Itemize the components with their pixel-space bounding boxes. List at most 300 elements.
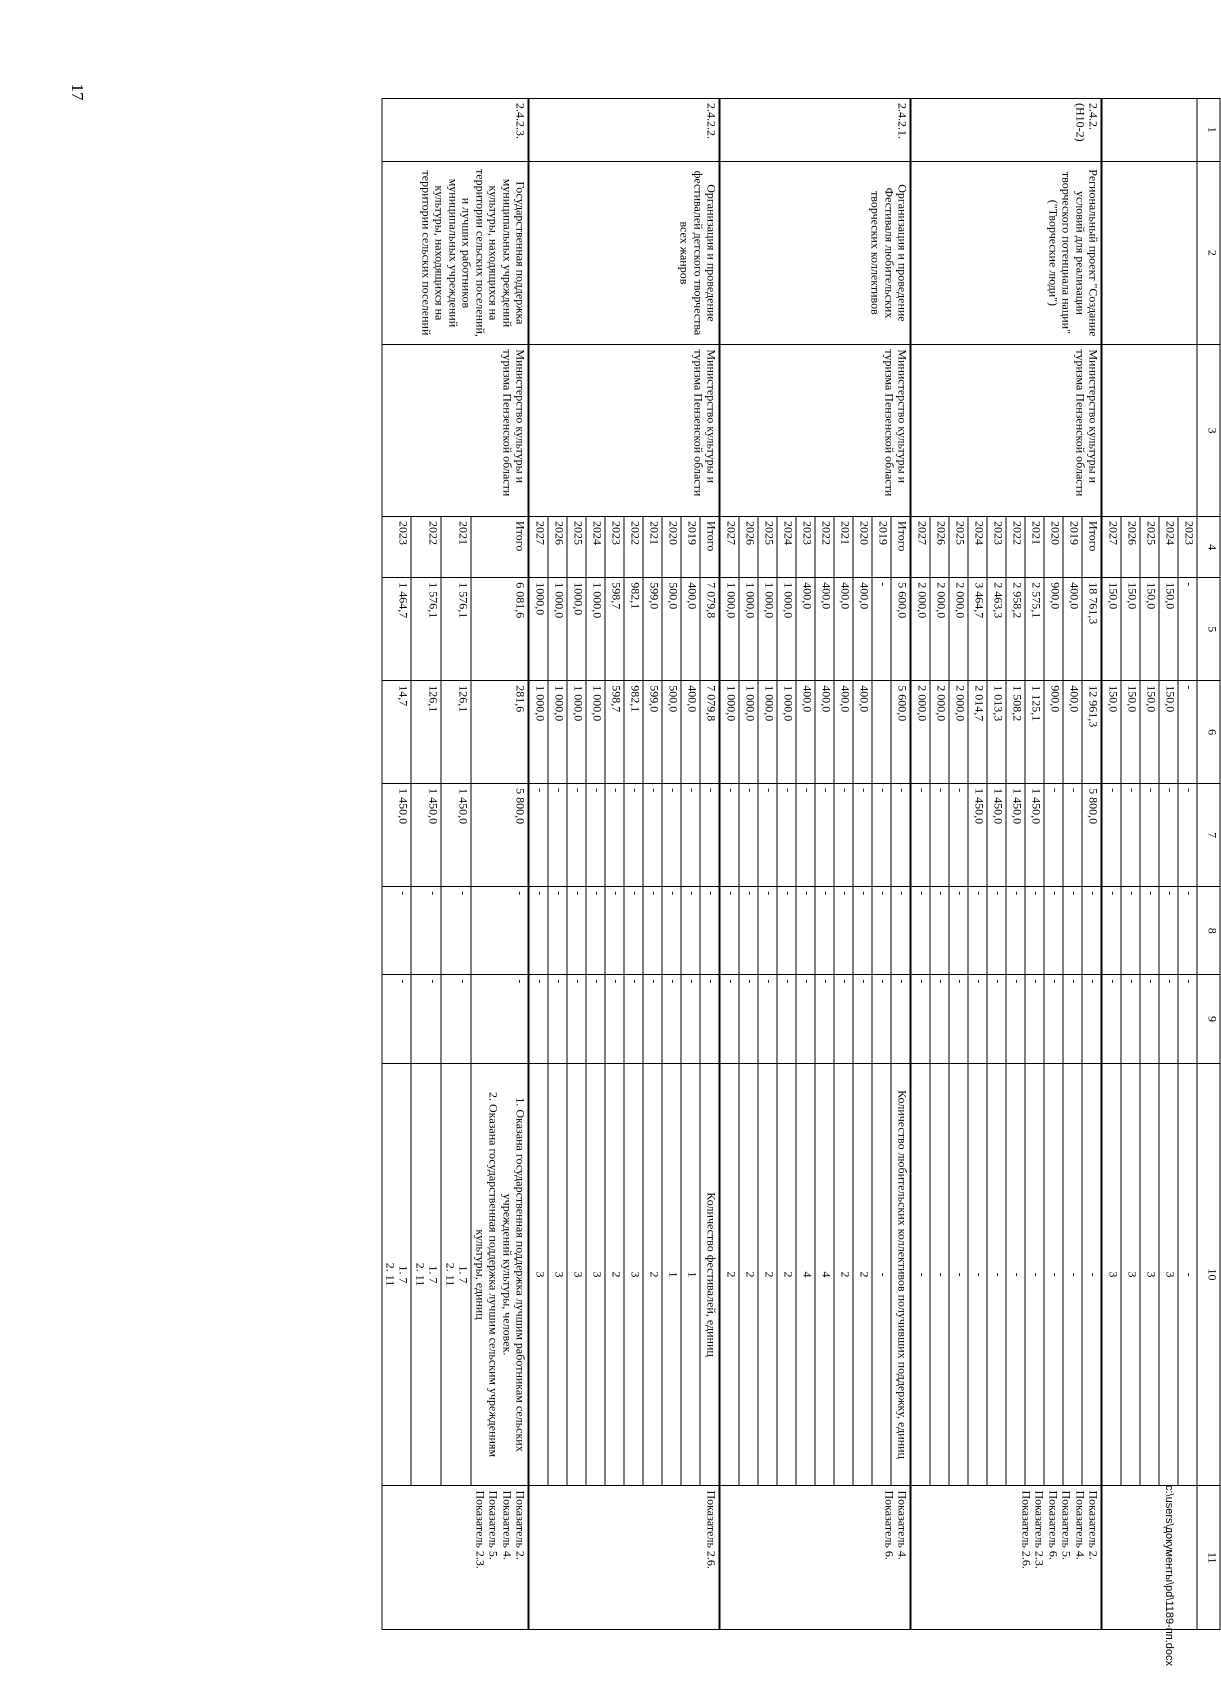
table-body — [382, 99, 1220, 1666]
value-cell-c7: - — [586, 784, 605, 887]
value-cell-c7: - — [739, 784, 758, 887]
value-cell-c10: - — [1082, 1063, 1102, 1486]
measure-name-cell: Организация и проведение фестивалей детского творчества всех жанров — [529, 161, 720, 345]
year-cell: 2025 — [567, 516, 586, 577]
value-cell-c10: 3 — [567, 1063, 586, 1486]
value-cell-c5: 1 000,0 — [739, 578, 758, 681]
column-number-row — [1197, 99, 1220, 1630]
column-number: 6 — [1197, 681, 1220, 784]
year-cell: 2025 — [1140, 516, 1159, 577]
value-cell-c5: 2 000,0 — [911, 578, 931, 681]
value-cell-c7: - — [1121, 784, 1140, 887]
value-cell-c8: - — [930, 887, 949, 975]
value-cell-c5: 2 575,1 — [1025, 578, 1044, 681]
value-cell-c8: - — [1082, 887, 1102, 975]
indicator-cell — [1102, 1485, 1198, 1666]
value-cell-c10: 2 — [720, 1063, 740, 1486]
value-cell-c8: - — [1121, 887, 1140, 975]
value-cell-c7: 1 450,0 — [382, 784, 412, 887]
value-cell-c8: - — [548, 887, 567, 975]
year-cell: 2023 — [605, 516, 624, 577]
value-cell-c6: 1 000,0 — [567, 681, 586, 784]
year-cell: 2022 — [624, 516, 643, 577]
value-cell-c6: 2 000,0 — [949, 681, 968, 784]
value-cell-c8: - — [834, 887, 853, 975]
value-cell-c7: 1 450,0 — [1006, 784, 1025, 887]
table-row — [700, 99, 720, 1630]
value-cell-c5: 18 761,3 — [1082, 578, 1102, 681]
value-cell-c7: - — [777, 784, 796, 887]
year-cell: 2019 — [872, 516, 891, 577]
value-cell-c6: 14,7 — [382, 681, 412, 784]
year-cell: 2026 — [548, 516, 567, 577]
value-cell-c7: - — [1159, 784, 1178, 887]
value-cell-c5: 150,0 — [1159, 578, 1178, 681]
indicator-cell: Показатель 2. Показатель 4. Показатель 5. Показатель 6. Показатель 2.3. Показатель 2.6. — [911, 1486, 1102, 1630]
value-cell-c9: - — [834, 975, 853, 1063]
column-number: 1 — [1197, 99, 1220, 162]
footer-file-path: c:\users\документы\pd\1189-пп.docx — [1163, 1485, 1175, 1666]
value-cell-c10: 1. 7 2. 11 — [412, 1063, 442, 1486]
value-cell-c9: - — [1025, 975, 1044, 1063]
value-cell-c10: Количество фестивалей, единиц — [700, 1063, 720, 1486]
value-cell-c7: - — [1063, 784, 1082, 887]
value-cell-c7: 1 450,0 — [987, 784, 1006, 887]
year-cell: 2026 — [739, 516, 758, 577]
value-cell-c9: - — [1102, 975, 1122, 1063]
value-cell-c6: 2 000,0 — [911, 681, 931, 784]
indicator-cell: Показатель 2. Показатель 4. Показатель 5. Показатель 2.3. — [382, 1486, 529, 1630]
year-cell: 2019 — [681, 516, 700, 577]
value-cell-c8: - — [815, 887, 834, 975]
value-cell-c6: 982,1 — [624, 681, 643, 784]
value-cell-c10: 1. 7 2. 11 — [382, 1063, 412, 1486]
value-cell-c6: 400,0 — [796, 681, 815, 784]
value-cell-c5: 1 000,0 — [758, 578, 777, 681]
value-cell-c9: - — [872, 975, 891, 1063]
value-cell-c8: - — [949, 887, 968, 975]
value-cell-c10: 1. 7 2. 11 — [441, 1063, 471, 1486]
value-cell-c5: 1 000,0 — [720, 578, 740, 681]
value-cell-c8: - — [567, 887, 586, 975]
value-cell-c7: - — [662, 784, 681, 887]
value-cell-c6: 2 014,7 — [968, 681, 987, 784]
year-cell: 2025 — [949, 516, 968, 577]
value-cell-c5: 982,1 — [624, 578, 643, 681]
value-cell-c5: - — [1178, 578, 1197, 681]
value-cell-c8: - — [1044, 887, 1063, 975]
value-cell-c6: 1 125,1 — [1025, 681, 1044, 784]
value-cell-c5: 2 958,2 — [1006, 578, 1025, 681]
value-cell-c5: 2 000,0 — [930, 578, 949, 681]
value-cell-c5: 1 000,0 — [548, 578, 567, 681]
value-cell-c9: - — [777, 975, 796, 1063]
value-cell-c5: 1 576,1 — [441, 578, 471, 681]
value-cell-c10: 3 — [529, 1063, 549, 1486]
value-cell-c9: - — [853, 975, 872, 1063]
year-cell: 2023 — [987, 516, 1006, 577]
value-cell-c5: 1000,0 — [567, 578, 586, 681]
executor-cell: Министерство культуры и туризма Пензенской области — [720, 345, 911, 517]
value-cell-c7: - — [700, 784, 720, 887]
value-cell-c5: 6 081,6 — [471, 578, 528, 681]
value-cell-c8: - — [681, 887, 700, 975]
table-row — [471, 99, 528, 1630]
value-cell-c9: - — [624, 975, 643, 1063]
value-cell-c9: - — [412, 975, 442, 1063]
value-cell-c10: - — [930, 1063, 949, 1486]
value-cell-c6: 150,0 — [1121, 681, 1140, 784]
value-cell-c7: - — [681, 784, 700, 887]
year-cell: 2024 — [968, 516, 987, 577]
value-cell-c5: 599,0 — [643, 578, 662, 681]
indicator-cell: Показатель 4. Показатель 6. — [720, 1486, 911, 1630]
value-cell-c9: - — [529, 975, 549, 1063]
indicator-cell: Показатель 2.6. — [529, 1486, 720, 1630]
value-cell-c10: 4 — [815, 1063, 834, 1486]
executor-cell: Министерство культуры и туризма Пензенской области — [911, 345, 1102, 517]
executor-cell — [1102, 345, 1198, 517]
value-cell-c6 — [872, 681, 891, 784]
value-cell-c8: - — [700, 887, 720, 975]
value-cell-c6: 12 961,3 — [1082, 681, 1102, 784]
value-cell-c10: 3 — [586, 1063, 605, 1486]
value-cell-c10: 2 — [643, 1063, 662, 1486]
value-cell-c8: - — [1006, 887, 1025, 975]
value-cell-c7: - — [796, 784, 815, 887]
value-cell-c9: - — [700, 975, 720, 1063]
year-cell: 2027 — [1102, 516, 1122, 577]
value-cell-c9: - — [911, 975, 931, 1063]
value-cell-c10: - — [987, 1063, 1006, 1486]
value-cell-c10: 2 — [777, 1063, 796, 1486]
value-cell-c8: - — [891, 887, 911, 975]
value-cell-c10: 2 — [834, 1063, 853, 1486]
value-cell-c6: 1 508,2 — [1006, 681, 1025, 784]
value-cell-c9: - — [382, 975, 412, 1063]
measure-name-cell: Государственная поддержка муниципальных учреждений культуры, находящихся на территории сельских поселений, и лучших работников муниципальных учреждений культуры, находящихся на территории сельских поселений — [382, 161, 529, 345]
value-cell-c6: 7 079,8 — [700, 681, 720, 784]
value-cell-c5: 150,0 — [1140, 578, 1159, 681]
column-number: 8 — [1197, 887, 1220, 975]
value-cell-c9: - — [471, 975, 528, 1063]
value-cell-c7: 1 450,0 — [968, 784, 987, 887]
value-cell-c5: 1 000,0 — [586, 578, 605, 681]
value-cell-c6: 599,0 — [643, 681, 662, 784]
value-cell-c10: 2 — [605, 1063, 624, 1486]
value-cell-c8: - — [441, 887, 471, 975]
value-cell-c6: 2 000,0 — [930, 681, 949, 784]
value-cell-c7: - — [949, 784, 968, 887]
value-cell-c9: - — [1159, 975, 1178, 1063]
value-cell-c6: 400,0 — [815, 681, 834, 784]
value-cell-c10: - — [1006, 1063, 1025, 1486]
value-cell-c7: - — [853, 784, 872, 887]
value-cell-c7: - — [815, 784, 834, 887]
value-cell-c5: 400,0 — [853, 578, 872, 681]
value-cell-c7: 1 450,0 — [412, 784, 442, 887]
value-cell-c5: 900,0 — [1044, 578, 1063, 681]
table-row — [1178, 99, 1197, 1630]
value-cell-c8: - — [662, 887, 681, 975]
value-cell-c8: - — [720, 887, 740, 975]
value-cell-c5: 1 000,0 — [777, 578, 796, 681]
value-cell-c10: - — [872, 1063, 891, 1486]
value-cell-c5: 400,0 — [815, 578, 834, 681]
value-cell-c7: 1 450,0 — [1025, 784, 1044, 887]
value-cell-c6: 400,0 — [853, 681, 872, 784]
column-number: 11 — [1197, 1486, 1220, 1630]
value-cell-c10: - — [1178, 1063, 1197, 1486]
value-cell-c6: 900,0 — [1044, 681, 1063, 784]
value-cell-c8: - — [1102, 887, 1122, 975]
value-cell-c6: 150,0 — [1140, 681, 1159, 784]
value-cell-c5: 2 000,0 — [949, 578, 968, 681]
value-cell-c8: - — [643, 887, 662, 975]
value-cell-c5: 400,0 — [834, 578, 853, 681]
value-cell-c10: - — [968, 1063, 987, 1486]
value-cell-c9: - — [586, 975, 605, 1063]
value-cell-c6: 1 000,0 — [777, 681, 796, 784]
document-table-container — [136, 98, 1221, 1666]
value-cell-c9: - — [548, 975, 567, 1063]
value-cell-c7: - — [758, 784, 777, 887]
value-cell-c5: 7 079,8 — [700, 578, 720, 681]
value-cell-c9: - — [815, 975, 834, 1063]
year-cell: 2024 — [586, 516, 605, 577]
measure-name-cell — [1102, 161, 1198, 345]
value-cell-c6: 150,0 — [1102, 681, 1122, 784]
column-number: 4 — [1197, 516, 1220, 577]
value-cell-c8: - — [471, 887, 528, 975]
value-cell-c6: 281,6 — [471, 681, 528, 784]
year-cell: 2022 — [815, 516, 834, 577]
value-cell-c10: - — [911, 1063, 931, 1486]
year-cell: 2022 — [1006, 516, 1025, 577]
value-cell-c7: - — [834, 784, 853, 887]
column-number: 7 — [1197, 784, 1220, 887]
year-cell: 2024 — [1159, 516, 1178, 577]
value-cell-c10: - — [1044, 1063, 1063, 1486]
value-cell-c8: - — [911, 887, 931, 975]
value-cell-c8: - — [412, 887, 442, 975]
value-cell-c8: - — [605, 887, 624, 975]
executor-cell: Министерство культуры и туризма Пензенской области — [529, 345, 720, 517]
value-cell-c9: - — [949, 975, 968, 1063]
value-cell-c10: Количество любительских коллективов получивших поддержку, единиц — [891, 1063, 911, 1486]
value-cell-c6: 126,1 — [441, 681, 471, 784]
value-cell-c7: 5 800,0 — [1082, 784, 1102, 887]
value-cell-c7: - — [529, 784, 549, 887]
year-cell: Итого — [891, 516, 911, 577]
year-cell: 2027 — [529, 516, 549, 577]
value-cell-c6: 1 000,0 — [739, 681, 758, 784]
value-cell-c7: - — [567, 784, 586, 887]
measure-name-cell: Региональный проект "Создание условий для реализации творческого потенциала нации" ("Творческие люди") — [911, 161, 1102, 345]
value-cell-c10: 3 — [1140, 1063, 1159, 1486]
value-cell-c9: - — [758, 975, 777, 1063]
year-cell: 2020 — [853, 516, 872, 577]
value-cell-c5: 400,0 — [1063, 578, 1082, 681]
value-cell-c8: - — [968, 887, 987, 975]
year-cell: 2020 — [662, 516, 681, 577]
value-cell-c10: 1 — [662, 1063, 681, 1486]
value-cell-c9: - — [891, 975, 911, 1063]
value-cell-c6: 400,0 — [834, 681, 853, 784]
value-cell-c8: - — [1178, 887, 1197, 975]
value-cell-c9: - — [1063, 975, 1082, 1063]
value-cell-c9: - — [796, 975, 815, 1063]
value-cell-c10: 3 — [1102, 1063, 1122, 1486]
value-cell-c10: - — [949, 1063, 968, 1486]
value-cell-c5: 400,0 — [796, 578, 815, 681]
value-cell-c5: 150,0 — [1102, 578, 1122, 681]
value-cell-c10: 3 — [624, 1063, 643, 1486]
value-cell-c5: 1000,0 — [529, 578, 549, 681]
value-cell-c8: - — [624, 887, 643, 975]
year-cell: 2021 — [834, 516, 853, 577]
value-cell-c10: - — [1025, 1063, 1044, 1486]
value-cell-c10: 3 — [1121, 1063, 1140, 1486]
value-cell-c8: - — [853, 887, 872, 975]
year-cell: Итого — [471, 516, 528, 577]
year-cell: 2023 — [796, 516, 815, 577]
value-cell-c5: - — [872, 578, 891, 681]
value-cell-c9: - — [930, 975, 949, 1063]
value-cell-c9: - — [1082, 975, 1102, 1063]
value-cell-c6: 400,0 — [1063, 681, 1082, 784]
row-id-cell: 2.4.2. (Н10-2) — [911, 99, 1102, 162]
value-cell-c6: 1 013,3 — [987, 681, 1006, 784]
year-cell: 2027 — [911, 516, 931, 577]
value-cell-c9: - — [968, 975, 987, 1063]
row-id-cell: 2.4.2.2. — [529, 99, 720, 162]
value-cell-c6: 1 000,0 — [548, 681, 567, 784]
value-cell-c10: 3 — [1159, 1063, 1178, 1486]
value-cell-c7: - — [911, 784, 931, 887]
value-cell-c9: - — [643, 975, 662, 1063]
value-cell-c5: 500,0 — [662, 578, 681, 681]
value-cell-c10: 1 — [681, 1063, 700, 1486]
year-cell: 2026 — [930, 516, 949, 577]
value-cell-c9: - — [1140, 975, 1159, 1063]
value-cell-c6: 1 000,0 — [586, 681, 605, 784]
value-cell-c5: 2 463,3 — [987, 578, 1006, 681]
value-cell-c5: 5 600,0 — [891, 578, 911, 681]
year-cell: 2021 — [441, 516, 471, 577]
value-cell-c7: 5 800,0 — [471, 784, 528, 887]
value-cell-c9: - — [605, 975, 624, 1063]
measure-name-cell: Организация и проведение Фестиваля любительских творческих коллективов — [720, 161, 911, 345]
value-cell-c9: - — [987, 975, 1006, 1063]
page-number: 17 — [68, 83, 87, 101]
year-cell: 2025 — [758, 516, 777, 577]
value-cell-c8: - — [987, 887, 1006, 975]
column-number: 5 — [1197, 578, 1220, 681]
value-cell-c7: - — [1102, 784, 1122, 887]
value-cell-c8: - — [777, 887, 796, 975]
value-cell-c9: - — [1121, 975, 1140, 1063]
value-cell-c9: - — [739, 975, 758, 1063]
value-cell-c9: - — [662, 975, 681, 1063]
value-cell-c8: - — [796, 887, 815, 975]
value-cell-c7: - — [548, 784, 567, 887]
year-cell: 2019 — [1063, 516, 1082, 577]
program-table — [381, 98, 1220, 1666]
value-cell-c9: - — [720, 975, 740, 1063]
value-cell-c7: - — [643, 784, 662, 887]
value-cell-c7: - — [872, 784, 891, 887]
year-cell: 2023 — [382, 516, 412, 577]
value-cell-c7: - — [1044, 784, 1063, 887]
value-cell-c6: 598,7 — [605, 681, 624, 784]
value-cell-c6: 400,0 — [681, 681, 700, 784]
value-cell-c6: - — [1178, 681, 1197, 784]
value-cell-c5: 598,7 — [605, 578, 624, 681]
value-cell-c7: - — [1178, 784, 1197, 887]
value-cell-c7: - — [930, 784, 949, 887]
value-cell-c10: 2 — [758, 1063, 777, 1486]
year-cell: 2020 — [1044, 516, 1063, 577]
value-cell-c7: - — [891, 784, 911, 887]
column-number: 9 — [1197, 975, 1220, 1063]
value-cell-c10: - — [1063, 1063, 1082, 1486]
row-id-cell: 2.4.2.1. — [720, 99, 911, 162]
value-cell-c7: - — [605, 784, 624, 887]
value-cell-c9: - — [1178, 975, 1197, 1063]
value-cell-c8: - — [1159, 887, 1178, 975]
value-cell-c9: - — [681, 975, 700, 1063]
table-row — [1082, 99, 1102, 1630]
value-cell-c8: - — [586, 887, 605, 975]
value-cell-c6: 500,0 — [662, 681, 681, 784]
value-cell-c5: 400,0 — [681, 578, 700, 681]
value-cell-c8: - — [1025, 887, 1044, 975]
year-cell: 2022 — [412, 516, 442, 577]
year-cell: 2026 — [1121, 516, 1140, 577]
value-cell-c6: 150,0 — [1159, 681, 1178, 784]
value-cell-c10: 4 — [796, 1063, 815, 1486]
value-cell-c5: 150,0 — [1121, 578, 1140, 681]
value-cell-c7: - — [624, 784, 643, 887]
value-cell-c8: - — [758, 887, 777, 975]
year-cell: 2023 — [1178, 516, 1197, 577]
row-id-cell — [1102, 99, 1198, 162]
value-cell-c7: 1 450,0 — [441, 784, 471, 887]
value-cell-c9: - — [1006, 975, 1025, 1063]
value-cell-c9: - — [1044, 975, 1063, 1063]
value-cell-c10: 1. Оказана государственная поддержка лучшим работникам сельских учреждений культуры, человек. 2. Оказана государственная поддержка лучшим сельским учреждениям культуры, единиц — [471, 1063, 528, 1486]
value-cell-c8: - — [382, 887, 412, 975]
year-cell: 2024 — [777, 516, 796, 577]
column-number: 3 — [1197, 345, 1220, 517]
value-cell-c9: - — [567, 975, 586, 1063]
value-cell-c7: - — [720, 784, 740, 887]
executor-cell: Министерство культуры и туризма Пензенской области — [382, 345, 529, 517]
value-cell-c8: - — [739, 887, 758, 975]
year-cell: 2027 — [720, 516, 740, 577]
value-cell-c10: 2 — [739, 1063, 758, 1486]
value-cell-c6: 1 000,0 — [758, 681, 777, 784]
value-cell-c5: 1 576,1 — [412, 578, 442, 681]
value-cell-c10: 2 — [853, 1063, 872, 1486]
column-number: 2 — [1197, 161, 1220, 345]
value-cell-c10: 3 — [548, 1063, 567, 1486]
value-cell-c6: 1 000,0 — [529, 681, 549, 784]
value-cell-c8: - — [1140, 887, 1159, 975]
value-cell-c6: 126,1 — [412, 681, 442, 784]
year-cell: 2021 — [643, 516, 662, 577]
